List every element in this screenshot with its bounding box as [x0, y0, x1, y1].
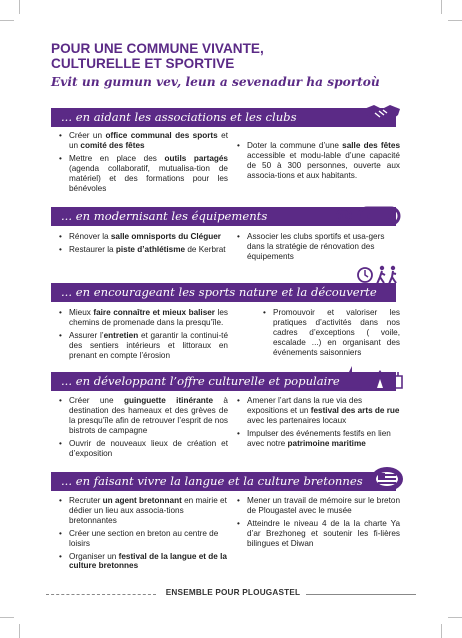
breton-flag-mouth-icon — [370, 461, 404, 497]
title-line-2: CULTURELLE ET SPORTIVE — [51, 56, 235, 71]
section-associations-right — [236, 141, 400, 184]
crop-mark — [448, 617, 462, 618]
bullet-item: • Créer une section en breton au centre de loisirs — [58, 529, 228, 549]
crop-mark — [0, 20, 14, 21]
bullet-item: • Mieux faire connaître et mieux baliser les chemins de promenade dans la presqu’île. — [58, 308, 228, 328]
bullet-item: • Créer une guinguette itinérante à destination des hameaux et des grèves de la presqu’île afin de retrouver l’esprit de nos bistrots de campagne — [58, 396, 228, 436]
hikers-icon — [356, 264, 400, 286]
sailboat-tent-icon — [338, 362, 404, 392]
title-line-1: POUR UNE COMMUNE VIVANTE, — [51, 41, 264, 56]
section-equipements-left — [58, 232, 228, 258]
section-culture-right — [236, 396, 400, 452]
footer-rule — [306, 594, 416, 595]
bullet-item: • Assurer l’entretien et garantir la continui-té des sentiers intérieurs et littoraux en prenant en compte l’érosion — [58, 331, 228, 361]
bullet-item: • Ouvrir de nouveaux lieux de création et d’exposition — [58, 439, 228, 459]
footer-dotted-rule — [46, 594, 156, 595]
footer-label: ENSEMBLE POUR PLOUGASTEL — [165, 588, 301, 597]
section-banner-equipements: ... en modernisant les équipements — [51, 207, 396, 226]
bullet-item: • Mener un travail de mémoire sur le breton de Plougastel avec le musée — [236, 496, 400, 516]
footer — [0, 588, 462, 600]
section-banner-langue-bretonne: ... en faisant vivre la langue et la culture bretonnes — [51, 472, 396, 491]
bullet-item: • Amener l’art dans la rue via des expositions et un festival des arts de rue avec les partenaires locaux — [236, 396, 400, 426]
section-banner-culture: ... en développant l’offre culturelle et populaire — [51, 372, 396, 391]
stadium-icon — [335, 204, 403, 228]
bullet-item: • Promouvoir et valoriser les pratiques d’activités dans nos cadres d’exceptions ( voile, escalade ...) en organisant des événements saisonniers — [262, 308, 400, 358]
bullet-item: • Atteindre le niveau 4 de la la charte Ya d’ar Brezhoneg et soutenir les fi-lières bilingues et Diwan — [236, 519, 400, 549]
page-title — [51, 41, 371, 71]
section-banner-sports-nature: ... en encourageant les sports nature et la découverte — [51, 283, 396, 302]
bullet-item: • Doter la commune d’une salle des fêtes accessible et modu-lable d’une capacité de 50 à 300 personnes, ouverte aux associa-tions et aux habitants. — [236, 141, 400, 181]
section-banner-associations: ... en aidant les associations et les clubs — [51, 108, 396, 127]
crop-mark — [0, 617, 14, 618]
crop-mark — [19, 624, 20, 638]
bullet-item: • Restaurer la piste d’athlétisme de Kerbrat — [58, 245, 228, 255]
section-langue-right — [236, 496, 400, 552]
section-equipements-right — [236, 232, 400, 265]
crop-mark — [441, 0, 442, 14]
crop-mark — [441, 624, 442, 638]
bullet-item: • Organiser un festival de la langue et de la culture bretonnes — [58, 552, 228, 572]
bullet-item: • Impulser des événements festifs en lien avec notre patrimoine maritime — [236, 429, 400, 449]
section-culture-left — [58, 396, 228, 461]
crop-mark — [448, 20, 462, 21]
section-sports-nature-left — [58, 308, 228, 364]
handshake-icon — [362, 99, 402, 129]
bullet-item: • Mettre en place des outils partagés (agenda collaboratif, mutualisa-tion de matériel) et des formations pour les bénévoles — [58, 154, 228, 194]
bullet-item: • Créer un office communal des sports et un comité des fêtes — [58, 131, 228, 151]
section-sports-nature-right — [262, 308, 400, 361]
crop-mark — [19, 0, 20, 14]
bullet-item: • Recruter un agent bretonnant en mairie et dédier un lieu aux associa-tions bretonnantes — [58, 496, 228, 526]
bullet-item: • Rénover la salle omnisports du Cléguer — [58, 232, 228, 242]
section-associations-left — [58, 131, 228, 196]
breton-subtitle: Evit un gumun vev, leun a sevenadur ha sportoù — [51, 75, 380, 89]
bullet-item: • Associer les clubs sportifs et usa-gers dans la stratégie de rénovation des équipements — [236, 232, 400, 262]
section-langue-left — [58, 496, 228, 574]
